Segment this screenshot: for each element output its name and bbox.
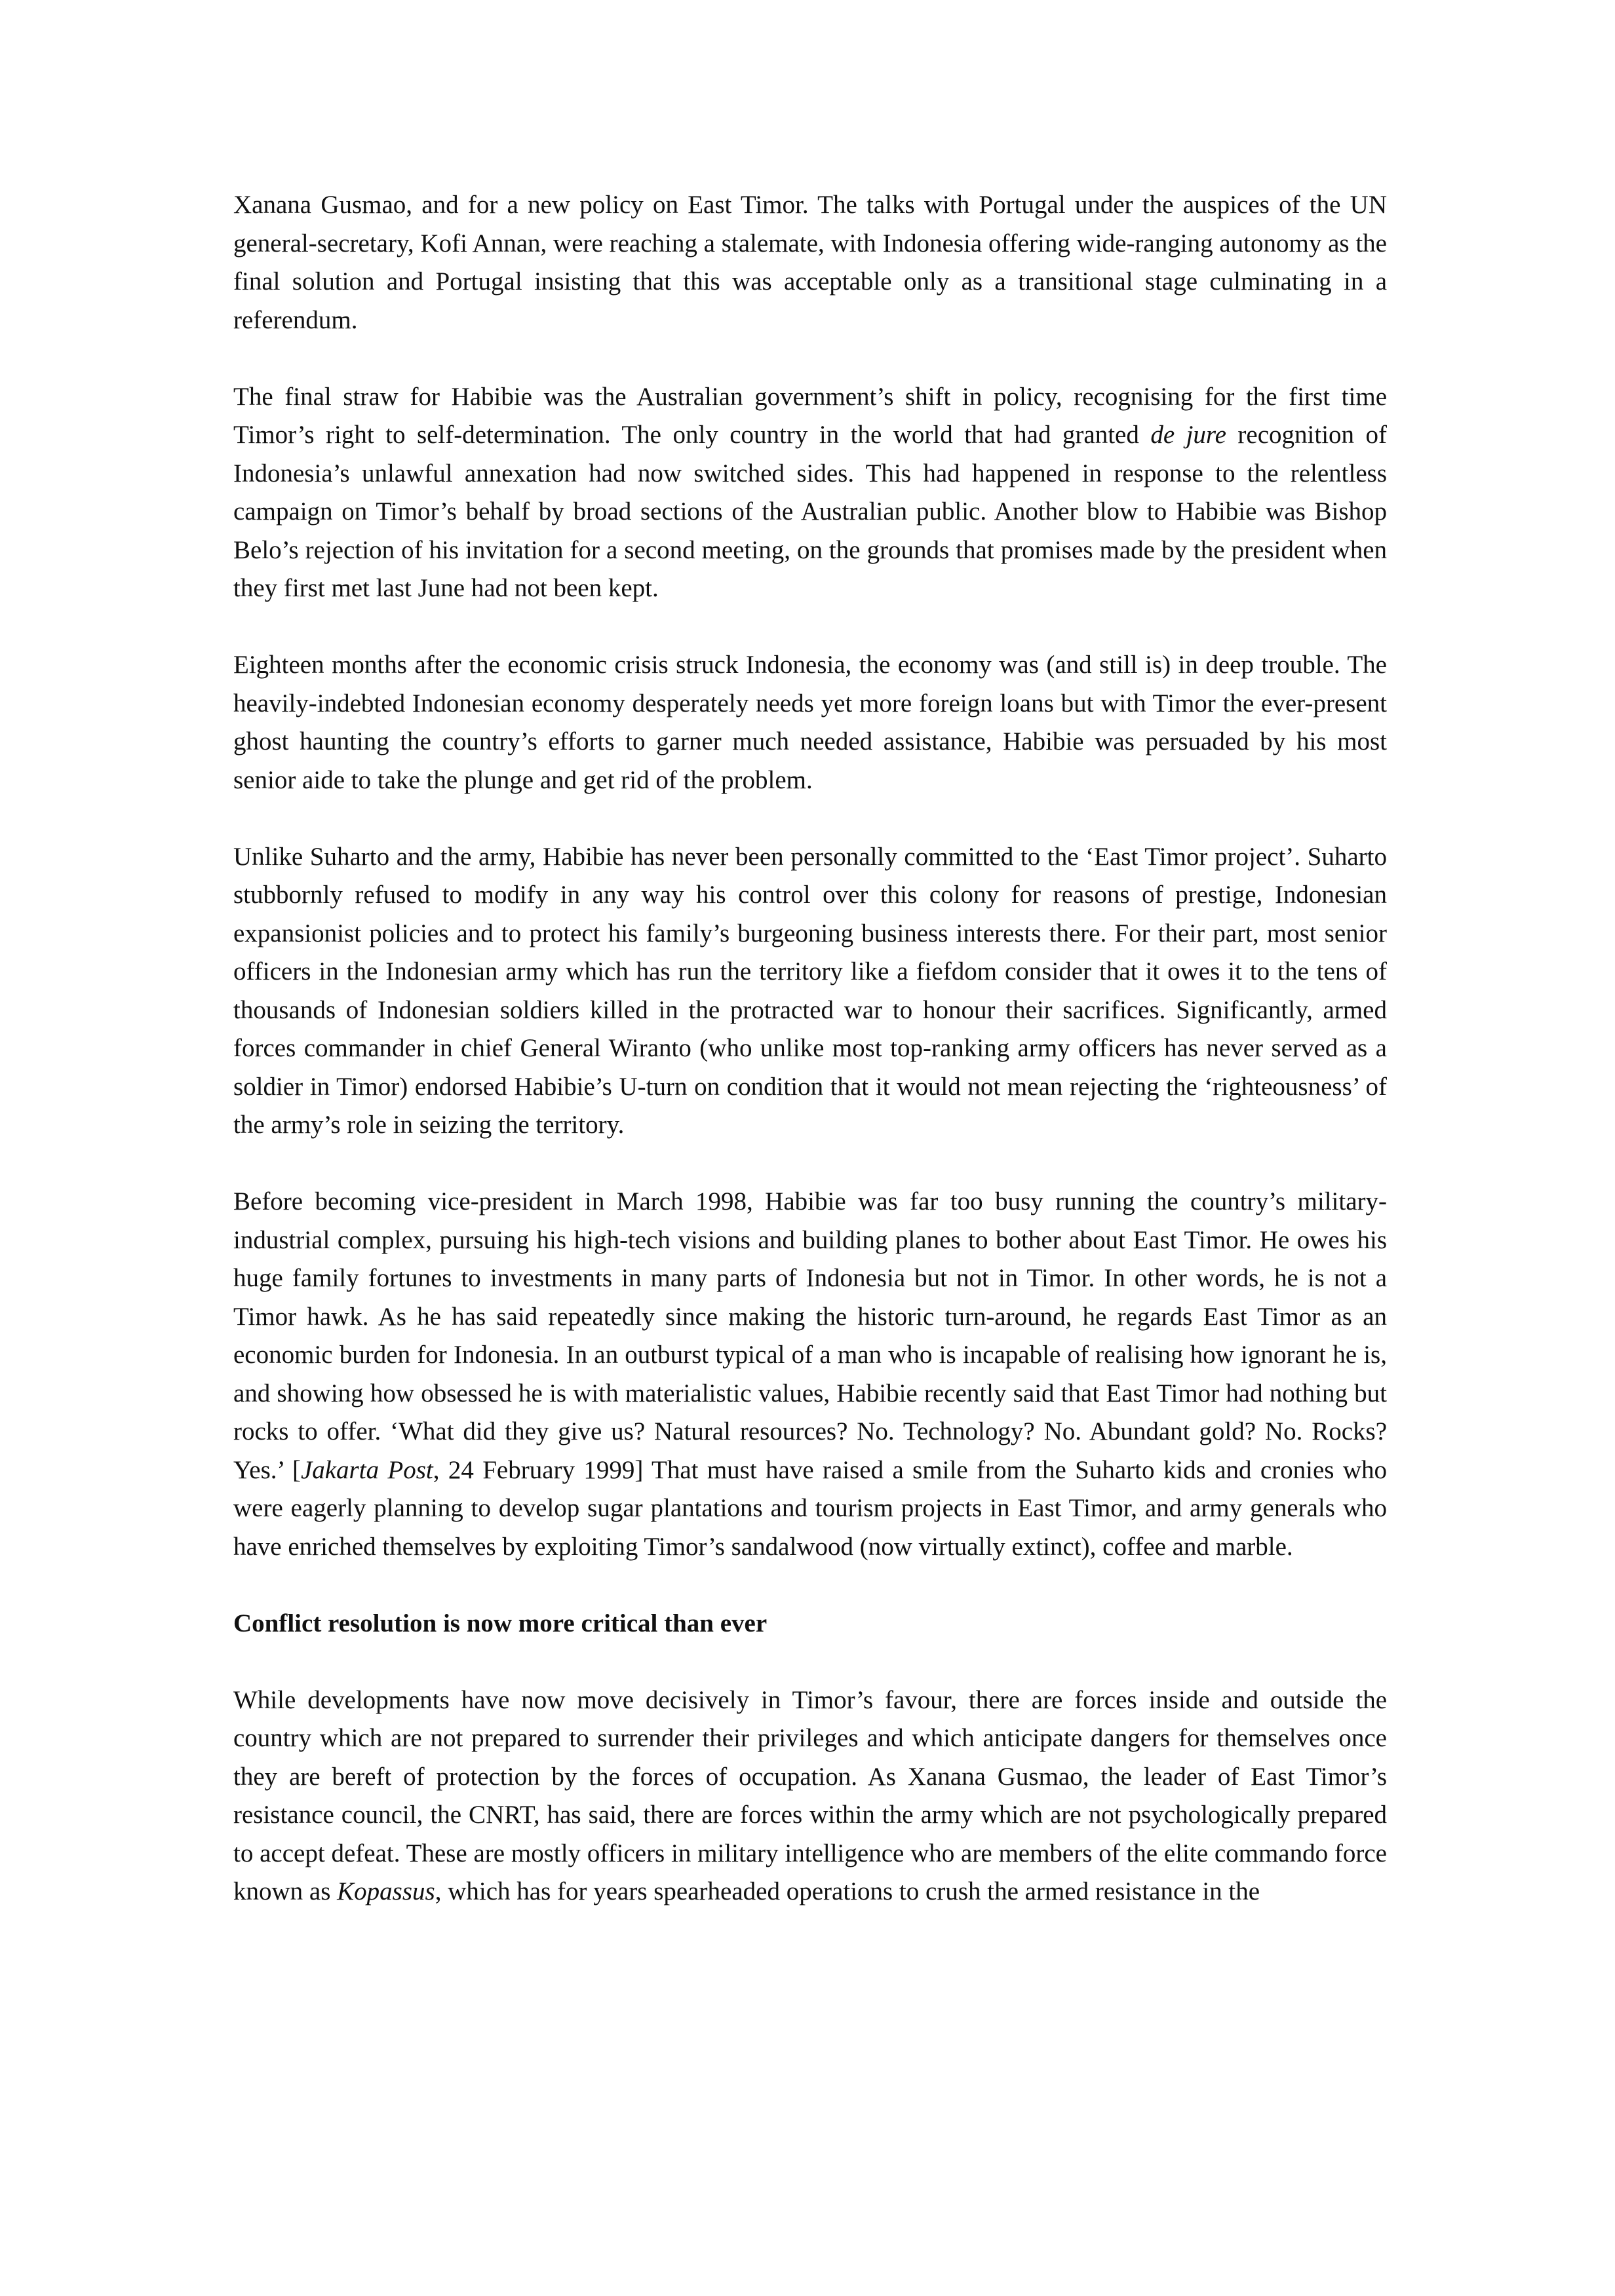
paragraph-6 [233, 1681, 1387, 1911]
section-heading: Conflict resolution is now more critical than ever [233, 1609, 768, 1637]
paragraph-6-italic-kopassus: Kopassus [337, 1877, 435, 1905]
paragraph-5 [233, 1183, 1387, 1566]
paragraph-4: Unlike Suharto and the army, Habibie has never been personally committed to the ‘East Timor project’. Suharto stubbornly refused to modify in any way his control over this colony for reasons of prestige, Indonesian expansionist policies and to protect his family’s burgeoning business interests there. For their part, most senior officers in the Indonesian army which has run the territory like a fiefdom consider that it owes it to the tens of thousands of Indonesian soldiers killed in the protracted war to honour their sacrifices. Significantly, armed forces commander in chief General Wiranto (who unlike most top-ranking army officers has never served as a soldier in Timor) endorsed Habibie’s U-turn on condition that it would not mean rejecting the ‘righteousness’ of the army’s role in seizing the territory. [233, 842, 1387, 1139]
paragraph-2-text-a: The final straw for Habibie was the Australian government’s shift in policy, recognising for the first time Timor’s right to self-determination. The only country in the world that had granted [233, 382, 1387, 449]
paragraph-2 [233, 378, 1387, 608]
paragraph-3: Eighteen months after the economic crisis struck Indonesia, the economy was (and still is) in deep trouble. The heavily-indebted Indonesian economy desperately needs yet more foreign loans but with Timor the ever-present ghost haunting the country’s efforts to garner much needed assistance, Habibie was persuaded by his most senior aide to take the plunge and get rid of the problem. [233, 651, 1387, 794]
paragraph-5-text-c: , 24 February 1999] That must have raised a smile from the Suharto kids and cronies who were eagerly planning to develop sugar plantations and tourism projects in East Timor, and army generals who have enriched themselves by exploiting Timor’s sandalwood (now virtually extinct), coffee and marble. [233, 1455, 1387, 1561]
paragraph-2-italic-de-jure: de jure [1150, 421, 1226, 449]
paragraph-2-text-c: recognition of Indonesia’s unlawful annexation had now switched sides. This had happened in response to the relentless campaign on Timor’s behalf by broad sections of the Australian public. Another blow to Habibie was Bishop Belo’s rejection of his invitation for a second meeting, on the grounds that promises made by the president when they first met last June had not been kept. [233, 421, 1387, 602]
document-body [233, 186, 1387, 1949]
paragraph-6-text-c: , which has for years spearheaded operations to crush the armed resistance in the [435, 1877, 1260, 1905]
paragraph-6-text-a: While developments have now move decisively in Timor’s favour, there are forces inside and outside the country which are not prepared to surrender their privileges and which anticipate dangers for themselves once they are bereft of protection by the forces of occupation. As Xanana Gusmao, the leader of East Timor’s resistance council, the CNRT, has said, there are forces within the army which are not psychologically prepared to accept defeat. These are mostly officers in military intelligence who are members of the elite commando force known as [233, 1685, 1387, 1905]
paragraph-1: Xanana Gusmao, and for a new policy on East Timor. The talks with Portugal under the auspices of the UN general-secretary, Kofi Annan, were reaching a stalemate, with Indonesia offering wide-ranging autonomy as the final solution and Portugal insisting that this was acceptable only as a transitional stage culminating in a referendum. [233, 191, 1387, 334]
paragraph-5-text-a: Before becoming vice-president in March 1998, Habibie was far too busy running the country’s military-industrial complex, pursuing his high-tech visions and building planes to bother about East Timor. He owes his huge family fortunes to investments in many parts of Indonesia but not in Timor. In other words, he is not a Timor hawk. As he has said repeatedly since making the historic turn-around, he regards East Timor as an economic burden for Indonesia. In an outburst typical of a man who is incapable of realising how ignorant he is, and showing how obsessed he is with materialistic values, Habibie recently said that East Timor had nothing but rocks to offer. ‘What did they give us? Natural resources? No. Technology? No. Abundant gold? No. Rocks? Yes.’ [ [233, 1187, 1387, 1484]
paragraph-5-italic-jakarta-post: Jakarta Post [300, 1455, 433, 1484]
